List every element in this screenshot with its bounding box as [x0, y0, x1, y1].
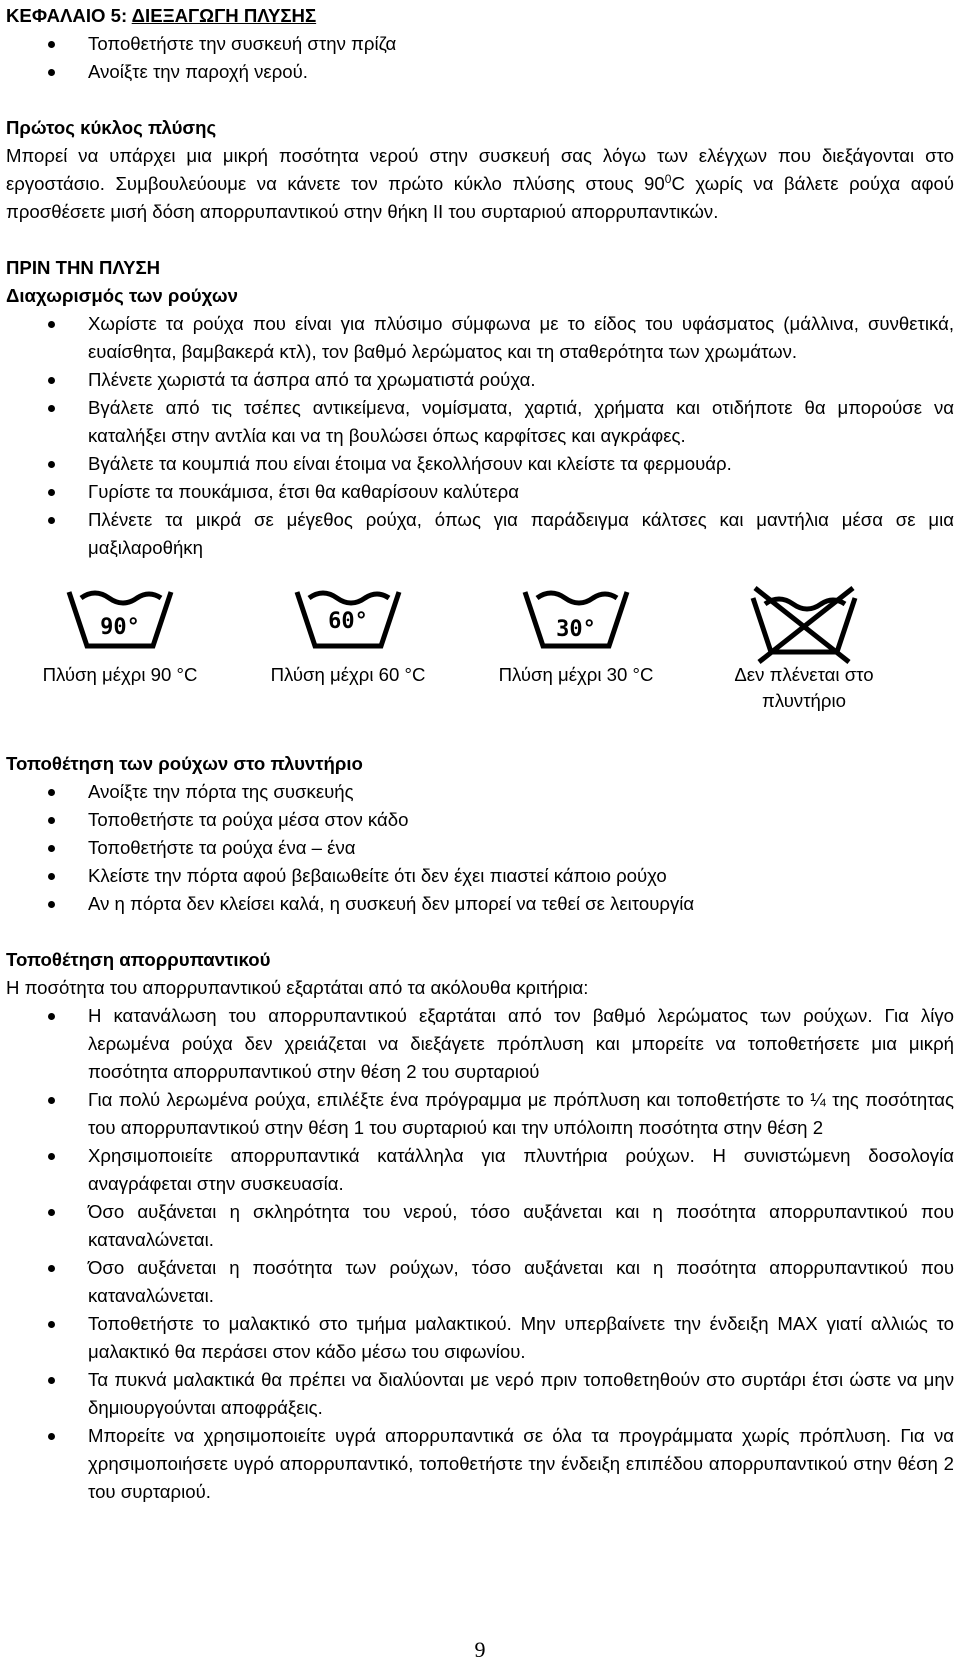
chapter-prefix: ΚΕΦΑΛΑΙΟ 5:	[6, 5, 128, 26]
list-item: Ανοίξτε την παροχή νερού.	[6, 58, 954, 86]
intro-list	[6, 30, 954, 86]
chapter-title: ΔΙΕΞΑΓΩΓΗ ΠΛΥΣΗΣ	[131, 5, 317, 26]
sorting-list	[6, 310, 954, 562]
first-cycle-text-b: C χωρίς να βάλετε ρούχα αφού προσθέσετε μισή δόση απορρυπαντικού στην θήκη ΙΙ του συρταριού απορρυπαντικών.	[6, 173, 955, 222]
page-number: 9	[474, 1637, 486, 1662]
symbol-caption: Πλύση μέχρι 60 °C	[270, 664, 426, 685]
list-item: Πλένετε τα μικρά σε μέγεθος ρούχα, όπως για παράδειγμα κάλτσες και μαντήλια μέσα σε μια μαξιλαροθήκη	[6, 506, 954, 562]
wash-symbol-do-not-wash	[690, 584, 918, 714]
wash-symbol-30	[462, 584, 690, 688]
wash-tub-90-icon	[65, 584, 175, 654]
detergent-intro: Η ποσότητα του απορρυπαντικού εξαρτάται από τα ακόλουθα κριτήρια:	[6, 977, 589, 998]
symbol-caption: Πλύση μέχρι 30 °C	[498, 664, 654, 685]
tub-label: 60°	[328, 609, 368, 634]
list-item: Μπορείτε να χρησιμοποιείτε υγρά απορρυπαντικά σε όλα τα προγράμματα χωρίς πρόπλυση. Για να χρησιμοποιήσετε υγρό απορρυπαντικό, τοποθετήστε την ένδειξη επιπέδου απορρυπαντικού στην θέση 2 του συρταριού.	[6, 1422, 954, 1506]
list-item: Τα πυκνά μαλακτικά θα πρέπει να διαλύονται με νερό πριν τοποθετηθούν στο συρτάρι έτσι ώστε να μην δημιουργούνται αποφράξεις.	[6, 1366, 954, 1422]
list-item: Η κατανάλωση του απορρυπαντικού εξαρτάται από τον βαθμό λερώματος των ρούχων. Για λίγο λερωμένα ρούχα δεν χρειάζεται να διεξάγετε πρόπλυση και μπορείτε να τοποθετήσετε μια μικρή ποσότητα απορρυπαντικού στην θέση 2 του συρταριού	[6, 1002, 954, 1086]
first-cycle-text-a: Μπορεί να υπάρχει μια μικρή ποσότητα νερού στην συσκευή σας λόγω των ελέγχων που διεξάγονται στο εργοστάσιο. Συμβουλεύουμε να κάνετε τον πρώτο κύκλο πλύσης στους 90	[6, 145, 954, 194]
list-item: Γυρίστε τα πουκάμισα, έτσι θα καθαρίσουν καλύτερα	[6, 478, 954, 506]
tub-label: 90°	[100, 615, 140, 640]
sorting-subheading: Διαχωρισμός των ρούχων	[6, 285, 238, 306]
list-item: Για πολύ λερωμένα ρούχα, επιλέξτε ένα πρόγραμμα με πρόπλυση και τοποθετήστε το ¼ της ποσότητας του απορρυπαντικού στην θέση 1 του συρταριού και την υπόλοιπη ποσότητα στην θέση 2	[6, 1086, 954, 1142]
document-page	[6, 2, 954, 1506]
symbol-caption: Δεν πλένεται στο πλυντήριο	[734, 664, 874, 711]
detergent-list	[6, 1002, 954, 1506]
list-item: Όσο αυξάνεται η σκληρότητα του νερού, τόσο αυξάνεται και η ποσότητα απορρυπαντικού που καταναλώνεται.	[6, 1198, 954, 1254]
loading-list	[6, 778, 954, 918]
list-item: Τοποθετήστε τα ρούχα μέσα στον κάδο	[6, 806, 954, 834]
tub-label: 30°	[556, 617, 596, 642]
wash-symbol-60	[234, 584, 462, 688]
first-cycle-heading: Πρώτος κύκλος πλύσης	[6, 117, 217, 138]
chapter-heading	[6, 2, 954, 30]
wash-symbol-90	[6, 584, 234, 688]
list-item: Βγάλετε από τις τσέπες αντικείμενα, νομίσματα, χαρτιά, χρήματα και οτιδήποτε θα μπορούσε να καταλήξει στην αντλία και να τη βουλώσει όπως καρφίτσες και αγκράφες.	[6, 394, 954, 450]
list-item: Βγάλετε τα κουμπιά που είναι έτοιμα να ξεκολλήσουν και κλείστε τα φερμουάρ.	[6, 450, 954, 478]
degree-superscript: 0	[664, 171, 672, 186]
do-not-wash-icon	[749, 584, 859, 666]
loading-heading: Τοποθέτηση των ρούχων στο πλυντήριο	[6, 753, 363, 774]
list-item: Χρησιμοποιείτε απορρυπαντικά κατάλληλα για πλυντήρια ρούχων. Η συνιστώμενη δοσολογία αναγράφεται στην συσκευασία.	[6, 1142, 954, 1198]
list-item: Χωρίστε τα ρούχα που είναι για πλύσιμο σύμφωνα με το είδος του υφάσματος (μάλλινα, συνθετικά, ευαίσθητα, βαμβακερά κτλ), τον βαθμό λερώματος και τη σταθερότητα των χρωμάτων.	[6, 310, 954, 366]
list-item: Αν η πόρτα δεν κλείσει καλά, η συσκευή δεν μπορεί να τεθεί σε λειτουργία	[6, 890, 954, 918]
list-item: Πλένετε χωριστά τα άσπρα από τα χρωματιστά ρούχα.	[6, 366, 954, 394]
detergent-heading: Τοποθέτηση απορρυπαντικού	[6, 949, 271, 970]
list-item: Όσο αυξάνεται η ποσότητα των ρούχων, τόσο αυξάνεται και η ποσότητα απορρυπαντικού που καταναλώνεται.	[6, 1254, 954, 1310]
before-wash-heading: ΠΡΙΝ ΤΗΝ ΠΛΥΣΗ	[6, 257, 161, 278]
list-item: Τοποθετήστε τα ρούχα ένα – ένα	[6, 834, 954, 862]
wash-symbols	[6, 584, 954, 736]
list-item: Ανοίξτε την πόρτα της συσκευής	[6, 778, 954, 806]
symbol-caption: Πλύση μέχρι 90 °C	[42, 664, 198, 685]
list-item: Τοποθετήστε το μαλακτικό στο τμήμα μαλακτικού. Μην υπερβαίνετε την ένδειξη MAX γιατί αλλιώς το μαλακτικό θα περάσει στον κάδο μέσω του σιφωνίου.	[6, 1310, 954, 1366]
wash-tub-60-icon	[293, 584, 403, 654]
first-cycle-text	[6, 142, 954, 226]
list-item: Κλείστε την πόρτα αφού βεβαιωθείτε ότι δεν έχει πιαστεί κάποιο ρούχο	[6, 862, 954, 890]
list-item: Τοποθετήστε την συσκευή στην πρίζα	[6, 30, 954, 58]
wash-tub-30-icon	[521, 584, 631, 654]
